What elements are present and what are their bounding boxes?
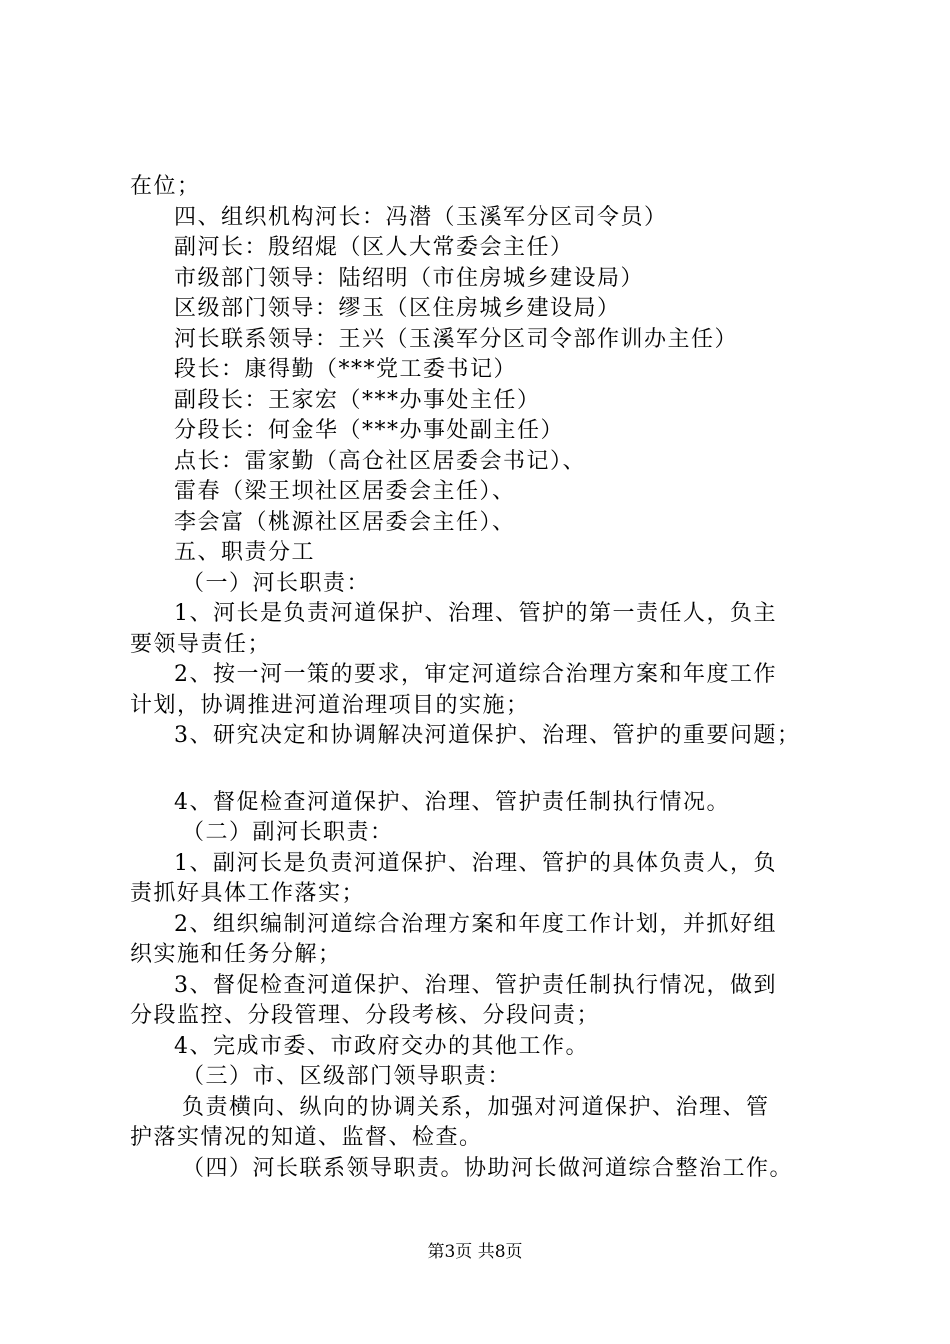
text-line: 计划，协调推进河道治理项目的实施； bbox=[130, 692, 530, 718]
subsection-heading: （一）河长职责： bbox=[182, 570, 371, 596]
text-line: 2、组织编制河道综合治理方案和年度工作计划，并抓好组 bbox=[174, 911, 777, 937]
text-line: 分段长：何金华（***办事处副主任） bbox=[174, 418, 565, 443]
text-line: 4、完成市委、市政府交办的其他工作。 bbox=[174, 1033, 589, 1059]
section-heading-org: 四、组织机构河长：冯潜（玉溪军分区司令员） bbox=[174, 204, 668, 230]
subsection-heading: （三）市、区级部门领导职责： bbox=[182, 1064, 512, 1089]
text-line: 织实施和任务分解； bbox=[130, 942, 342, 967]
text-line: 点长：雷家勤（高仓社区居委会书记）、 bbox=[174, 448, 587, 474]
blank-line bbox=[130, 752, 850, 788]
text-line: 负责横向、纵向的协调关系，加强对河道保护、治理、管 bbox=[182, 1094, 770, 1120]
section-heading-duties: 五、职责分工 bbox=[174, 540, 316, 565]
text-line: 河长联系领导：王兴（玉溪军分区司令部作训办主任） bbox=[174, 326, 739, 352]
subsection-heading: （四）河长联系领导职责。协助河长做河道综合整治工作。 bbox=[182, 1155, 794, 1181]
text-line: 段长：康得勤（***党工委书记） bbox=[174, 357, 518, 382]
subsection-heading: （二）副河长职责： bbox=[182, 820, 394, 845]
text-line: 1、河长是负责河道保护、治理、管护的第一责任人，负主 bbox=[174, 601, 777, 626]
text-line: 1、副河长是负责河道保护、治理、管护的具体负责人，负 bbox=[174, 850, 777, 876]
text-line: 区级部门领导：缪玉（区住房城乡建设局） bbox=[174, 296, 621, 321]
page-number-label: 第3页 共8页 bbox=[427, 1242, 523, 1262]
text-line: 李会富（桃源社区居委会主任）、 bbox=[174, 509, 516, 535]
text-line: 副河长：殷绍焜（区人大常委会主任） bbox=[174, 235, 574, 260]
text-line: 3、督促检查河道保护、治理、管护责任制执行情况，做到 bbox=[174, 972, 777, 998]
text-line: 3、研究决定和协调解决河道保护、治理、管护的重要问题； bbox=[174, 723, 801, 748]
text-line: 要领导责任； bbox=[130, 631, 272, 657]
text-line: 4、督促检查河道保护、治理、管护责任制执行情况。 bbox=[174, 789, 730, 815]
text-line: 护落实情况的知道、监督、检查。 bbox=[130, 1125, 483, 1150]
text-line: 雷春（梁王坝社区居委会主任）、 bbox=[174, 479, 516, 504]
document-body bbox=[130, 172, 850, 1184]
text-line: 分段监控、分段管理、分段考核、分段问责； bbox=[130, 1003, 601, 1028]
text-line: 在位； bbox=[130, 174, 201, 199]
text-line: 副段长：王家宏（***办事处主任） bbox=[174, 387, 541, 413]
page-footer bbox=[0, 1240, 950, 1264]
text-line: 2、按一河一策的要求，审定河道综合治理方案和年度工作 bbox=[174, 662, 777, 687]
text-line: 市级部门领导：陆绍明（市住房城乡建设局） bbox=[174, 265, 645, 291]
text-line: 责抓好具体工作落实； bbox=[130, 881, 366, 906]
